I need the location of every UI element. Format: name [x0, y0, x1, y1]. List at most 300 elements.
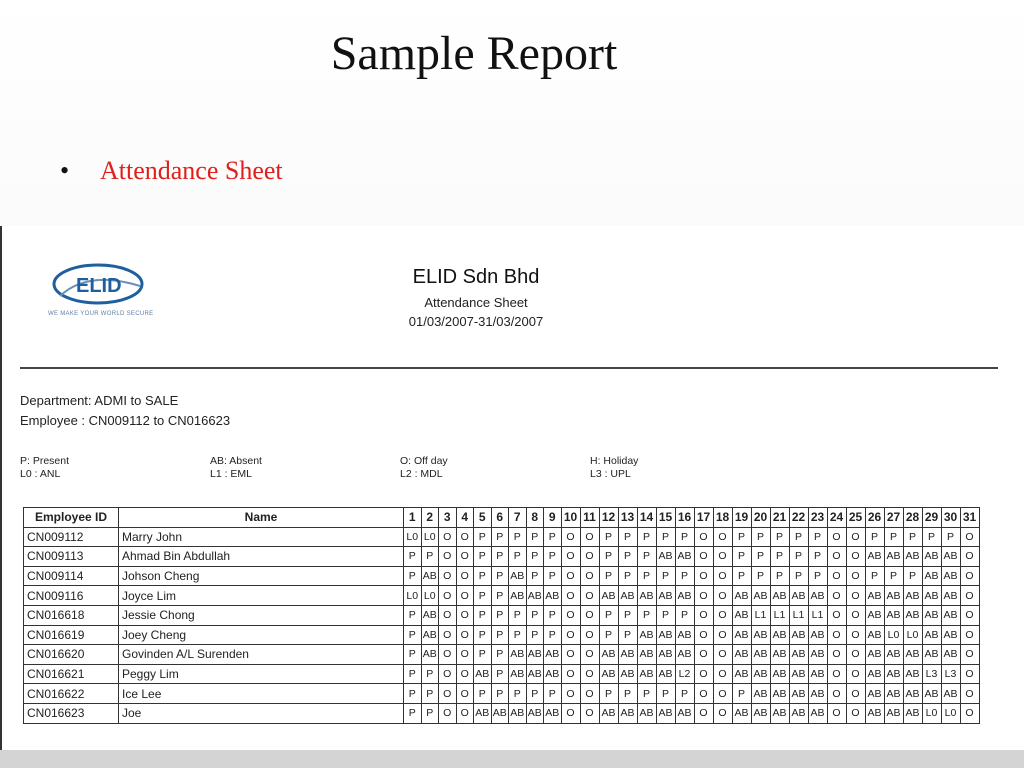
attendance-cell: AB — [637, 645, 656, 665]
legend-entry: O: Off day — [400, 455, 448, 467]
employee-id-cell: CN009112 — [24, 527, 119, 547]
attendance-cell: AB — [751, 586, 770, 606]
table-row — [24, 645, 980, 665]
attendance-cell: O — [561, 664, 580, 684]
attendance-cell: O — [456, 684, 474, 704]
attendance-cell: P — [526, 527, 544, 547]
attendance-cell: O — [713, 547, 732, 567]
attendance-cell: P — [637, 684, 656, 704]
attendance-cell: AB — [509, 566, 527, 586]
attendance-cell: AB — [544, 664, 562, 684]
attendance-cell: AB — [599, 664, 618, 684]
column-header-day: 11 — [580, 508, 599, 528]
attendance-cell: O — [713, 664, 732, 684]
legend-entry: H: Holiday — [590, 455, 639, 467]
attendance-cell: AB — [526, 645, 544, 665]
attendance-cell: O — [580, 605, 599, 625]
logo-tagline: WE MAKE YOUR WORLD SECURE — [48, 311, 154, 317]
employee-name-cell: Joe — [119, 703, 404, 723]
attendance-cell: P — [474, 547, 492, 567]
attendance-cell: L1 — [808, 605, 827, 625]
attendance-cell: O — [713, 703, 732, 723]
attendance-cell: O — [694, 566, 713, 586]
attendance-cell: O — [456, 703, 474, 723]
attendance-cell: O — [827, 684, 846, 704]
attendance-cell: P — [675, 527, 694, 547]
attendance-cell: AB — [618, 703, 637, 723]
attendance-cell: P — [732, 684, 751, 704]
column-header-day: 7 — [509, 508, 527, 528]
attendance-cell: P — [526, 684, 544, 704]
attendance-cell: O — [827, 645, 846, 665]
attendance-cell: L2 — [675, 664, 694, 684]
employee-id-cell: CN016621 — [24, 664, 119, 684]
attendance-cell: P — [509, 605, 527, 625]
legend-entry: L1 : EML — [210, 468, 253, 480]
attendance-cell: P — [865, 527, 884, 547]
attendance-cell: P — [884, 566, 903, 586]
attendance-cell: P — [618, 605, 637, 625]
attendance-cell: AB — [770, 586, 789, 606]
attendance-cell: AB — [618, 645, 637, 665]
attendance-cell: AB — [941, 547, 960, 567]
employee-id-cell: CN009113 — [24, 547, 119, 567]
attendance-cell: O — [960, 527, 979, 547]
attendance-cell: P — [491, 547, 509, 567]
attendance-cell: O — [960, 664, 979, 684]
attendance-cell: AB — [884, 664, 903, 684]
attendance-cell: AB — [751, 664, 770, 684]
attendance-cell: O — [439, 625, 457, 645]
attendance-cell: AB — [922, 605, 941, 625]
attendance-cell: P — [789, 527, 808, 547]
attendance-cell: P — [789, 566, 808, 586]
attendance-cell: O — [960, 625, 979, 645]
attendance-cell: O — [580, 566, 599, 586]
legend-group — [590, 455, 638, 481]
attendance-cell: AB — [922, 645, 941, 665]
attendance-cell: AB — [544, 645, 562, 665]
attendance-cell: P — [618, 566, 637, 586]
attendance-cell: AB — [675, 703, 694, 723]
attendance-cell: P — [732, 566, 751, 586]
attendance-cell: O — [846, 527, 865, 547]
attendance-cell: O — [439, 547, 457, 567]
attendance-cell: P — [491, 605, 509, 625]
attendance-cell: P — [544, 547, 562, 567]
legend-entry: AB: Absent — [210, 455, 262, 467]
attendance-cell: AB — [865, 703, 884, 723]
attendance-cell: P — [509, 547, 527, 567]
column-header-day: 16 — [675, 508, 694, 528]
attendance-cell: O — [561, 645, 580, 665]
attendance-cell: P — [599, 547, 618, 567]
attendance-cell: O — [439, 703, 457, 723]
attendance-cell: P — [421, 684, 439, 704]
attendance-cell: O — [713, 625, 732, 645]
attendance-cell: L0 — [903, 625, 922, 645]
attendance-cell: P — [618, 527, 637, 547]
attendance-cell: AB — [922, 684, 941, 704]
attendance-cell: AB — [941, 645, 960, 665]
attendance-cell: O — [456, 527, 474, 547]
attendance-cell: P — [474, 645, 492, 665]
attendance-cell: O — [960, 566, 979, 586]
attendance-cell: L1 — [751, 605, 770, 625]
attendance-cell: AB — [599, 645, 618, 665]
attendance-cell: P — [421, 547, 439, 567]
attendance-cell: P — [544, 566, 562, 586]
column-header-day: 21 — [770, 508, 789, 528]
attendance-cell: AB — [656, 703, 675, 723]
attendance-cell: O — [713, 684, 732, 704]
attendance-cell: P — [526, 547, 544, 567]
attendance-cell: P — [526, 566, 544, 586]
attendance-cell: O — [694, 586, 713, 606]
attendance-cell: L1 — [789, 605, 808, 625]
attendance-cell: O — [580, 684, 599, 704]
attendance-cell: AB — [941, 605, 960, 625]
attendance-cell: O — [846, 703, 865, 723]
attendance-cell: AB — [789, 703, 808, 723]
attendance-cell: P — [865, 566, 884, 586]
attendance-cell: AB — [903, 547, 922, 567]
column-header-employee-id: Employee ID — [24, 508, 119, 528]
attendance-cell: AB — [865, 684, 884, 704]
attendance-cell: P — [808, 547, 827, 567]
attendance-cell: AB — [922, 586, 941, 606]
legend-entry: L0 : ANL — [20, 468, 61, 480]
column-header-name: Name — [119, 508, 404, 528]
attendance-cell: P — [637, 605, 656, 625]
attendance-cell: P — [509, 684, 527, 704]
attendance-cell: P — [404, 703, 422, 723]
column-header-day: 20 — [751, 508, 770, 528]
attendance-cell: O — [846, 684, 865, 704]
attendance-cell: P — [656, 605, 675, 625]
attendance-cell: O — [713, 566, 732, 586]
attendance-cell: L0 — [404, 586, 422, 606]
attendance-cell: O — [456, 605, 474, 625]
attendance-cell: P — [656, 527, 675, 547]
attendance-cell: AB — [941, 566, 960, 586]
attendance-cell: O — [439, 605, 457, 625]
attendance-cell: P — [474, 625, 492, 645]
attendance-cell: AB — [865, 547, 884, 567]
attendance-cell: O — [439, 645, 457, 665]
attendance-cell: O — [580, 703, 599, 723]
employee-name-cell: Joey Cheng — [119, 625, 404, 645]
attendance-cell: AB — [618, 586, 637, 606]
attendance-cell: O — [694, 664, 713, 684]
attendance-cell: O — [580, 527, 599, 547]
employee-name-cell: Ahmad Bin Abdullah — [119, 547, 404, 567]
attendance-cell: AB — [474, 703, 492, 723]
attendance-cell: AB — [941, 684, 960, 704]
attendance-cell: AB — [808, 645, 827, 665]
column-header-day: 10 — [561, 508, 580, 528]
attendance-cell: O — [456, 547, 474, 567]
attendance-cell: AB — [941, 586, 960, 606]
table-row — [24, 625, 980, 645]
attendance-cell: P — [599, 527, 618, 547]
attendance-cell: P — [656, 566, 675, 586]
attendance-cell: P — [474, 684, 492, 704]
attendance-cell: O — [827, 566, 846, 586]
attendance-cell: P — [474, 605, 492, 625]
attendance-cell: P — [637, 566, 656, 586]
attendance-cell: AB — [865, 625, 884, 645]
attendance-cell: AB — [865, 605, 884, 625]
attendance-cell: AB — [865, 664, 884, 684]
attendance-cell: P — [491, 527, 509, 547]
attendance-cell: O — [580, 664, 599, 684]
column-header-day: 26 — [865, 508, 884, 528]
attendance-cell: O — [694, 684, 713, 704]
employee-name-cell: Govinden A/L Surenden — [119, 645, 404, 665]
attendance-cell: P — [941, 527, 960, 547]
table-row — [24, 684, 980, 704]
attendance-cell: O — [713, 527, 732, 547]
attendance-cell: P — [526, 605, 544, 625]
column-header-day: 4 — [456, 508, 474, 528]
table-header-row — [24, 508, 980, 528]
attendance-cell: O — [439, 586, 457, 606]
column-header-day: 18 — [713, 508, 732, 528]
report-image — [0, 226, 1024, 750]
column-header-day: 12 — [599, 508, 618, 528]
column-header-day: 3 — [439, 508, 457, 528]
attendance-cell: O — [456, 566, 474, 586]
attendance-cell: AB — [751, 625, 770, 645]
table-row — [24, 605, 980, 625]
attendance-cell: AB — [884, 645, 903, 665]
attendance-cell: AB — [509, 586, 527, 606]
attendance-cell: P — [404, 605, 422, 625]
attendance-cell: AB — [922, 566, 941, 586]
employee-id-cell: CN009114 — [24, 566, 119, 586]
slide-footer-bar — [0, 750, 1024, 768]
attendance-cell: O — [561, 586, 580, 606]
attendance-cell: AB — [675, 645, 694, 665]
attendance-cell: AB — [770, 625, 789, 645]
attendance-cell: AB — [732, 645, 751, 665]
employee-name-cell: Marry John — [119, 527, 404, 547]
attendance-cell: P — [675, 605, 694, 625]
legend-entry: L2 : MDL — [400, 468, 443, 480]
attendance-cell: AB — [865, 645, 884, 665]
attendance-cell: O — [561, 527, 580, 547]
column-header-day: 17 — [694, 508, 713, 528]
attendance-cell: P — [404, 625, 422, 645]
attendance-cell: P — [404, 547, 422, 567]
attendance-cell: P — [474, 527, 492, 547]
legend-entry: L3 : UPL — [590, 468, 631, 480]
attendance-cell: L0 — [404, 527, 422, 547]
attendance-cell: P — [618, 547, 637, 567]
bullet-text: Attendance Sheet — [100, 156, 283, 185]
attendance-cell: O — [827, 625, 846, 645]
attendance-cell: AB — [509, 664, 527, 684]
attendance-cell: O — [561, 684, 580, 704]
employee-id-cell: CN016622 — [24, 684, 119, 704]
column-header-day: 19 — [732, 508, 751, 528]
attendance-cell: O — [561, 566, 580, 586]
column-header-day: 24 — [827, 508, 846, 528]
attendance-cell: AB — [732, 586, 751, 606]
attendance-cell: AB — [789, 664, 808, 684]
attendance-cell: O — [694, 547, 713, 567]
attendance-cell: AB — [526, 664, 544, 684]
attendance-cell: O — [827, 605, 846, 625]
table-row — [24, 566, 980, 586]
attendance-cell: L0 — [421, 586, 439, 606]
attendance-cell: P — [675, 684, 694, 704]
attendance-cell: O — [580, 625, 599, 645]
attendance-cell: AB — [903, 645, 922, 665]
attendance-cell: P — [656, 684, 675, 704]
employee-name-cell: Johson Cheng — [119, 566, 404, 586]
attendance-cell: AB — [751, 645, 770, 665]
attendance-cell: O — [846, 645, 865, 665]
column-header-day: 14 — [637, 508, 656, 528]
attendance-cell: O — [827, 703, 846, 723]
attendance-cell: P — [544, 605, 562, 625]
attendance-cell: P — [808, 566, 827, 586]
attendance-cell: P — [903, 566, 922, 586]
attendance-cell: O — [694, 625, 713, 645]
column-header-day: 29 — [922, 508, 941, 528]
attendance-cell: P — [421, 703, 439, 723]
employee-id-cell: CN016619 — [24, 625, 119, 645]
attendance-cell: P — [421, 664, 439, 684]
attendance-cell: O — [827, 664, 846, 684]
attendance-cell: O — [827, 547, 846, 567]
employee-name-cell: Ice Lee — [119, 684, 404, 704]
attendance-cell: P — [599, 605, 618, 625]
attendance-cell: P — [544, 684, 562, 704]
column-header-day: 22 — [789, 508, 808, 528]
attendance-cell: O — [561, 625, 580, 645]
attendance-cell: AB — [865, 586, 884, 606]
table-row — [24, 586, 980, 606]
attendance-cell: AB — [544, 586, 562, 606]
column-header-day: 23 — [808, 508, 827, 528]
attendance-cell: AB — [903, 586, 922, 606]
attendance-cell: L1 — [770, 605, 789, 625]
attendance-cell: AB — [751, 703, 770, 723]
attendance-cell: O — [694, 703, 713, 723]
employee-name-cell: Joyce Lim — [119, 586, 404, 606]
attendance-cell: AB — [509, 645, 527, 665]
company-name: ELID Sdn Bhd — [412, 266, 540, 288]
employee-id-cell: CN009116 — [24, 586, 119, 606]
attendance-cell: AB — [656, 547, 675, 567]
column-header-day: 6 — [491, 508, 509, 528]
attendance-cell: O — [960, 645, 979, 665]
attendance-cell: O — [561, 703, 580, 723]
attendance-cell: P — [599, 684, 618, 704]
table-row — [24, 703, 980, 723]
attendance-cell: P — [789, 547, 808, 567]
attendance-cell: AB — [789, 586, 808, 606]
attendance-cell: O — [713, 586, 732, 606]
attendance-cell: P — [808, 527, 827, 547]
attendance-cell: AB — [526, 586, 544, 606]
attendance-cell: P — [637, 527, 656, 547]
attendance-cell: AB — [808, 586, 827, 606]
attendance-cell: P — [404, 684, 422, 704]
attendance-cell: AB — [903, 664, 922, 684]
attendance-cell: AB — [637, 625, 656, 645]
attendance-cell: P — [751, 527, 770, 547]
attendance-cell: P — [404, 566, 422, 586]
slide-title: Sample Report — [330, 27, 618, 80]
attendance-cell: AB — [675, 547, 694, 567]
column-header-day: 25 — [846, 508, 865, 528]
attendance-cell: O — [960, 684, 979, 704]
attendance-cell: AB — [884, 547, 903, 567]
attendance-cell: P — [509, 527, 527, 547]
attendance-cell: AB — [675, 586, 694, 606]
attendance-cell: O — [439, 664, 457, 684]
attendance-cell: O — [713, 605, 732, 625]
attendance-cell: O — [846, 586, 865, 606]
attendance-cell: P — [770, 566, 789, 586]
attendance-cell: AB — [808, 684, 827, 704]
attendance-cell: O — [694, 645, 713, 665]
attendance-cell: O — [960, 586, 979, 606]
attendance-cell: P — [751, 566, 770, 586]
attendance-cell: AB — [656, 645, 675, 665]
attendance-cell: P — [404, 664, 422, 684]
attendance-cell: AB — [922, 625, 941, 645]
attendance-cell: AB — [732, 703, 751, 723]
attendance-cell: O — [694, 605, 713, 625]
attendance-cell: AB — [637, 664, 656, 684]
report-date-range: 01/03/2007-31/03/2007 — [408, 314, 544, 329]
legend-entry: P: Present — [20, 455, 70, 467]
attendance-cell: AB — [808, 625, 827, 645]
logo-lettering: ELID — [76, 275, 122, 297]
department-range: Department: ADMI to SALE — [20, 393, 179, 408]
attendance-cell: P — [544, 625, 562, 645]
attendance-cell: AB — [903, 703, 922, 723]
attendance-cell: O — [846, 566, 865, 586]
attendance-cell: P — [903, 527, 922, 547]
attendance-cell: P — [732, 547, 751, 567]
attendance-cell: P — [491, 664, 509, 684]
attendance-cell: AB — [656, 664, 675, 684]
attendance-cell: AB — [884, 684, 903, 704]
attendance-cell: P — [637, 547, 656, 567]
attendance-cell: AB — [789, 625, 808, 645]
attendance-cell: AB — [770, 664, 789, 684]
attendance-table — [23, 507, 980, 724]
attendance-cell: AB — [656, 586, 675, 606]
attendance-cell: AB — [884, 605, 903, 625]
attendance-cell: AB — [884, 586, 903, 606]
attendance-cell: AB — [789, 645, 808, 665]
attendance-cell: L3 — [922, 664, 941, 684]
attendance-cell: AB — [903, 605, 922, 625]
attendance-cell: AB — [675, 625, 694, 645]
legend-group — [210, 455, 262, 481]
column-header-day: 27 — [884, 508, 903, 528]
attendance-cell: P — [474, 566, 492, 586]
attendance-cell: O — [561, 547, 580, 567]
attendance-cell: O — [827, 527, 846, 547]
